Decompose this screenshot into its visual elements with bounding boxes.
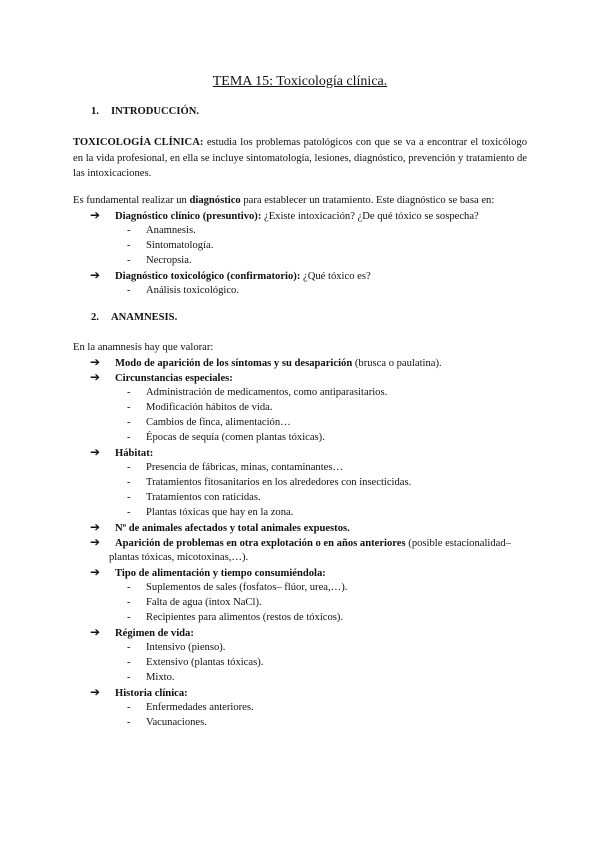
sub-item xyxy=(127,580,347,595)
sub-item-text: Análisis toxicológico. xyxy=(146,285,239,296)
dash-bullet: - xyxy=(127,225,131,236)
dash-bullet: - xyxy=(127,702,131,713)
sub-item-text: Administración de medicamentos, como antiparasitarios. xyxy=(146,387,388,398)
arrow-icon: ➔ xyxy=(90,268,101,282)
sub-item-text: Falta de agua (intox NaCl). xyxy=(146,597,262,608)
dash-bullet: - xyxy=(127,255,131,266)
sub-item xyxy=(127,253,192,268)
dash-bullet: - xyxy=(127,507,131,518)
dash-bullet: - xyxy=(127,417,131,428)
sub-item-text: Tratamientos con raticidas. xyxy=(146,492,261,503)
sub-item xyxy=(127,640,225,655)
sub-item xyxy=(127,610,343,625)
diagnosis-paragraph xyxy=(73,193,494,208)
item-text: ¿Qué tóxico es? xyxy=(300,271,371,282)
section-heading-introduccion xyxy=(91,104,199,119)
anamnesis-intro: En la anamnesis hay que valorar: xyxy=(73,342,214,353)
dash-bullet: - xyxy=(127,657,131,668)
arrow-icon: ➔ xyxy=(90,625,101,639)
arrow-icon: ➔ xyxy=(90,565,101,579)
sub-item-text: Necropsia. xyxy=(146,255,192,266)
intro-text: estudia los problemas patológicos con que se va a encontrar el toxicólogo en la vida profesional, en ella se incluye sintomatología, lesiones, diagnóstico, prevención y tratamiento de las intoxicaciones. xyxy=(73,137,527,179)
sub-item xyxy=(127,595,262,610)
diagnosis-text-pre: Es fundamental realizar un xyxy=(73,195,190,206)
sub-item xyxy=(127,400,273,415)
dash-bullet: - xyxy=(127,462,131,473)
dash-bullet: - xyxy=(127,597,131,608)
list-item-diagnostico-toxicologico xyxy=(90,268,371,284)
sub-item-text: Extensivo (plantas tóxicas). xyxy=(146,657,264,668)
section-title: INTRODUCCIÓN. xyxy=(111,106,199,117)
item-text: ¿Existe intoxicación? ¿De qué tóxico se sospecha? xyxy=(261,211,479,222)
sub-item-text: Modificación hábitos de vida. xyxy=(146,402,273,413)
sub-item-text: Recipientes para alimentos (restos de tóxicos). xyxy=(146,612,344,623)
section-number: 2. xyxy=(91,312,99,323)
dash-bullet: - xyxy=(127,402,131,413)
list-item-regimen-vida xyxy=(90,625,194,641)
sub-item xyxy=(127,670,175,685)
sub-item-text: Plantas tóxicas que hay en la zona. xyxy=(146,507,294,518)
arrow-icon: ➔ xyxy=(90,685,101,699)
item-term: Diagnóstico toxicológico (confirmatorio): xyxy=(115,271,301,282)
diagnosis-term: diagnóstico xyxy=(189,195,241,206)
sub-item-text: Enfermedades anteriores. xyxy=(146,702,254,713)
item-text: (brusca o paulatina). xyxy=(352,358,442,369)
diagnosis-text-post: para establecer un tratamiento. Este diagnóstico se basa en: xyxy=(240,195,495,206)
sub-item xyxy=(127,475,411,490)
section-title: ANAMNESIS. xyxy=(111,312,178,323)
list-item-circunstancias xyxy=(90,370,233,386)
sub-item-text: Mixto. xyxy=(146,672,175,683)
arrow-icon: ➔ xyxy=(90,355,101,369)
dash-bullet: - xyxy=(127,582,131,593)
item-term: Circunstancias especiales: xyxy=(115,373,233,384)
sub-item-text: Vacunaciones. xyxy=(146,717,207,728)
sub-item-text: Intensivo (pienso). xyxy=(146,642,226,653)
sub-item-text: Sintomatología. xyxy=(146,240,214,251)
dash-bullet: - xyxy=(127,285,131,296)
arrow-icon: ➔ xyxy=(90,520,101,534)
list-item-num-animales xyxy=(90,520,350,536)
sub-item xyxy=(127,700,254,715)
sub-item xyxy=(127,490,261,505)
list-item-diagnostico-clinico xyxy=(90,208,479,224)
sub-item xyxy=(127,238,213,253)
section-heading-anamnesis xyxy=(91,310,177,325)
item-text: (posible estacionalidad– xyxy=(405,538,511,549)
arrow-icon: ➔ xyxy=(90,535,101,549)
page-title: TEMA 15: Toxicología clínica. xyxy=(212,74,388,89)
sub-item-text: Tratamientos fitosanitarios en los alrededores con insecticidas. xyxy=(146,477,412,488)
dash-bullet: - xyxy=(127,672,131,683)
item-term: Historia clínica: xyxy=(115,688,188,699)
sub-item xyxy=(127,655,263,670)
sub-item xyxy=(127,385,387,400)
dash-bullet: - xyxy=(127,240,131,251)
sub-item-text: Épocas de sequía (comen plantas tóxicas). xyxy=(146,432,325,443)
intro-paragraph xyxy=(73,135,527,182)
list-item-historia-clinica xyxy=(90,685,188,701)
list-item-modo-aparicion xyxy=(90,355,442,371)
sub-item xyxy=(127,505,293,520)
arrow-icon: ➔ xyxy=(90,208,101,222)
sub-item-text: Cambios de finca, alimentación… xyxy=(146,417,291,428)
dash-bullet: - xyxy=(127,612,131,623)
section-number: 1. xyxy=(91,106,99,117)
arrow-icon: ➔ xyxy=(90,445,101,459)
sub-item xyxy=(127,415,291,430)
sub-item-text: Presencia de fábricas, minas, contaminantes… xyxy=(146,462,344,473)
list-item-aparicion-problemas xyxy=(90,535,511,551)
arrow-icon: ➔ xyxy=(90,370,101,384)
dash-bullet: - xyxy=(127,432,131,443)
dash-bullet: - xyxy=(127,492,131,503)
sub-item xyxy=(127,715,207,730)
item-continuation: plantas tóxicas, micotoxinas,…). xyxy=(109,552,249,563)
sub-item xyxy=(127,430,325,445)
list-item-habitat xyxy=(90,445,153,461)
sub-item xyxy=(127,283,239,298)
item-term: Régimen de vida: xyxy=(115,628,194,639)
dash-bullet: - xyxy=(127,477,131,488)
sub-item xyxy=(127,223,196,238)
item-term: Hábitat: xyxy=(115,448,154,459)
item-term: Aparición de problemas en otra explotación o en años anteriores xyxy=(115,538,406,549)
dash-bullet: - xyxy=(127,387,131,398)
dash-bullet: - xyxy=(127,717,131,728)
sub-item xyxy=(127,460,343,475)
sub-item-text: Anamnesis. xyxy=(146,225,196,236)
item-term: Modo de aparición de los síntomas y su desaparición xyxy=(115,358,353,369)
intro-term: TOXICOLOGÍA CLÍNICA: xyxy=(73,137,204,148)
dash-bullet: - xyxy=(127,642,131,653)
sub-item-text: Suplementos de sales (fosfatos– flúor, urea,…). xyxy=(146,582,348,593)
item-term: Nº de animales afectados y total animales expuestos. xyxy=(115,523,350,534)
item-term: Tipo de alimentación y tiempo consumiéndola: xyxy=(115,568,326,579)
list-item-tipo-alimentacion xyxy=(90,565,326,581)
item-term: Diagnóstico clínico (presuntivo): xyxy=(115,211,262,222)
